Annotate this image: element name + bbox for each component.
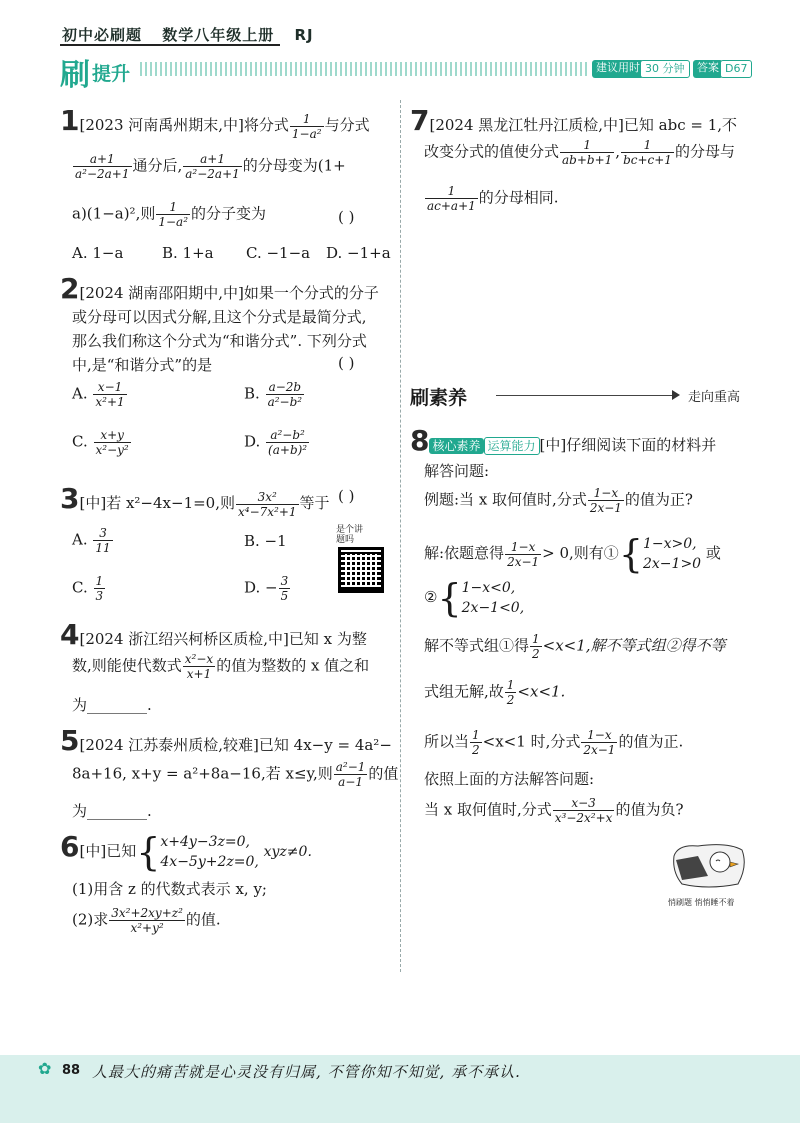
question-number: 5 — [60, 724, 80, 757]
q7-text: 改变分式的值使分式 — [424, 142, 560, 161]
fraction: $\frac{1}{2}$ — [532, 632, 540, 661]
q8-solution: 解:依题意得 — [424, 544, 505, 562]
answer-paren: ( ) — [338, 354, 355, 372]
dotted-banner — [140, 62, 588, 76]
q5-blank: 为________. — [72, 802, 152, 820]
q8-text: <x<1. — [517, 682, 566, 701]
option-c: C. $\frac{x+y}{\text{x²−y²}}$ — [72, 428, 129, 457]
page-number: 88 — [62, 1063, 81, 1078]
answer-paren: ( ) — [338, 487, 355, 505]
fraction: $\frac{\text{3x²}}{\text{x⁴−7x²+1}}$ — [238, 489, 297, 519]
core-badge: 核心素养 — [429, 438, 483, 454]
question-number: 3 — [60, 482, 80, 515]
q1-text: [2023 河南禹州期末,中]将分式 — [79, 116, 289, 134]
q5-text: 8a+16, x+y = a²+8a−16,若 x≤y,则 — [72, 764, 333, 783]
fraction: $\frac{1-x}{2x-1}$ — [589, 486, 622, 515]
question-number: 4 — [60, 618, 80, 651]
q5-text: 的值 — [368, 764, 399, 783]
page-footer — [0, 1055, 800, 1123]
q4-text: 的值为整数的 x 值之和 — [216, 656, 370, 675]
sleeping-character-sticker — [668, 836, 750, 908]
column-divider — [400, 100, 401, 972]
q2-text: 那么我们称这个分式为“和谐分式”. 下列分式 — [72, 332, 367, 350]
q8-task: 当 x 取何值时,分式 — [424, 800, 552, 819]
q3-text: 等于 — [299, 494, 330, 512]
fraction: $\frac{1}{bc+c+1}$ — [623, 138, 672, 167]
book-header — [62, 24, 328, 45]
question-number: 7 — [410, 104, 430, 137]
section-right-label: 走向重高 — [687, 390, 740, 405]
q8-text: 或 — [705, 544, 721, 562]
option-b: B. −1 — [244, 532, 287, 550]
q8-text: 的值为正. — [618, 732, 684, 751]
question-number: 6 — [60, 830, 80, 863]
q1-text: 的分子变为 — [191, 204, 267, 223]
q8-text: 的值为正? — [624, 490, 693, 509]
footer-quote: 人最大的痛苦就是心灵没有归属, 不管你知不知觉, 承不承认. — [92, 1063, 521, 1081]
option-b: B. 1+a — [162, 244, 214, 262]
fraction: $\frac{a+1}{\text{a²−2a+1}}$ — [75, 152, 130, 181]
fraction: $\frac{1}{ab+b+1}$ — [562, 138, 613, 167]
fraction: $\frac{\text{3x²+2xy+z²}}{\text{x²+y²}}$ — [111, 906, 183, 935]
q1-text: 通分后, — [132, 156, 183, 175]
q8-text: 的值为负? — [615, 800, 684, 819]
question-number: 8 — [410, 424, 430, 457]
q4-text: 数,则能使代数式 — [72, 656, 182, 675]
arrow-icon — [672, 390, 680, 400]
q8-text: > 0,则有① — [542, 544, 619, 562]
qr-caption: 是个讲题吗 — [336, 525, 364, 545]
brand-big: 刷 — [60, 58, 90, 93]
leaf-icon: ✿ — [38, 1059, 52, 1078]
q6-text: 的值. — [185, 910, 221, 929]
section-header — [410, 383, 740, 407]
q2-text: 中,是“和谐分式”的是 — [72, 356, 213, 374]
time-label: 建议用时 — [592, 60, 644, 78]
answer-paren: ( ) — [338, 208, 355, 226]
option-c: C. −1−a — [246, 244, 311, 262]
q3-text: [中]若 x²−4x−1=0,则 — [79, 494, 235, 512]
answer-label: 答案 — [693, 60, 723, 78]
equation-system: x+4y−3z=0, 4x−5y+2z=0, — [160, 834, 259, 870]
option-d: D. $\frac{\text{a²−b²}}{\text{(a+b)²}}$ — [244, 428, 308, 457]
q2-text: [2024 湖南邵阳期中,中]如果一个分式的分子 — [79, 284, 379, 302]
fraction: $\frac{1}{2}$ — [506, 678, 515, 707]
answer-page: D67 — [720, 60, 752, 78]
q8-text: 解答问题: — [424, 462, 490, 480]
fraction: $\frac{\text{a²−1}}{a-1}$ — [335, 760, 366, 789]
option-a: A. $\frac{3}{11}$ — [72, 526, 111, 555]
q6-text: [中]已知 — [79, 842, 137, 860]
q8-text: <x<1 时,分式 — [482, 732, 581, 751]
option-b: B. $\frac{a-2b}{\text{a²−b²}}$ — [244, 380, 303, 409]
fraction: $\frac{1-x}{2x-1}$ — [507, 539, 540, 569]
q1-text: 与分式 — [324, 116, 370, 134]
sleeping-character-icon — [668, 836, 750, 896]
section-title: 刷素养 — [410, 387, 468, 409]
time-value: 30 分钟 — [640, 60, 690, 78]
q1-text: a)(1−a)²,则 — [72, 204, 156, 223]
fraction: $\frac{1}{\text{1−a²}}$ — [158, 200, 188, 229]
q8-text: [中]仔细阅读下面的材料并 — [539, 436, 717, 454]
q6-condition: xyz≠0. — [263, 844, 312, 860]
sticker-caption: 悄刷题 悄悄睡不着 — [668, 898, 735, 907]
question-number: 2 — [60, 272, 80, 305]
q7-text: [2024 黑龙江牡丹江质检,中]已知 abc = 1,不 — [429, 116, 738, 134]
skill-badge: 运算能力 — [484, 437, 540, 455]
qr-icon — [338, 547, 384, 593]
fraction: $\frac{x-3}{\text{x³−2x²+x}}$ — [554, 796, 613, 825]
book-title: 初中必刷题 — [62, 26, 143, 44]
question-number: 1 — [60, 104, 80, 137]
option-d: D. − $\frac{3}{5}$ — [244, 574, 289, 603]
option-c: C. $\frac{1}{3}$ — [72, 574, 104, 603]
inequality-system-2: 1−x<0, 2x−1<0, — [461, 580, 525, 616]
q7-text: 的分母相同. — [478, 188, 559, 207]
q4-blank: 为________. — [72, 696, 152, 714]
qr-code[interactable] — [336, 525, 386, 593]
option-a: A. $\frac{x-1}{\text{x²+1}}$ — [72, 380, 125, 409]
q8-label: ② — [424, 588, 438, 606]
header-rule — [60, 44, 280, 46]
q8-text: <x<1,解不等式组②得不等 — [542, 636, 726, 655]
q8-text: 解不等式组①得 — [424, 636, 530, 655]
q8-text: 式组无解,故 — [424, 682, 504, 701]
book-edition: RJ — [294, 26, 314, 44]
fraction: $\frac{1}{2}$ — [472, 728, 480, 757]
inequality-system-1: 1−x>0, 2x−1>0 — [643, 536, 702, 572]
fraction: $\frac{1}{ac+a+1}$ — [427, 184, 476, 213]
fraction: $\frac{1}{\text{1−a²}}$ — [291, 111, 322, 141]
option-a: A. 1−a — [72, 244, 124, 262]
q6-part-1: (1)用含 z 的代数式表示 x, y; — [72, 880, 267, 898]
q2-text: 或分母可以因式分解,且这个分式是最简分式, — [72, 308, 367, 326]
section-brand — [60, 50, 130, 94]
fraction: $\frac{\text{x²−x}}{x+1}$ — [184, 652, 214, 681]
option-d: D. −1+a — [326, 244, 391, 262]
q6-part-2: (2)求 — [72, 910, 109, 929]
q4-text: [2024 浙江绍兴柯桥区质检,中]已知 x 为整 — [79, 630, 367, 648]
section-line — [496, 395, 674, 396]
q7-text: 的分母与 — [674, 142, 735, 161]
book-subject: 数学八年级上册 — [162, 26, 275, 44]
brand-small: 提升 — [92, 62, 131, 85]
fraction: $\frac{1-x}{2x-1}$ — [583, 728, 616, 757]
fraction: $\frac{a+1}{\text{a²−2a+1}}$ — [185, 152, 240, 181]
q8-instruction: 依照上面的方法解答问题: — [424, 770, 595, 788]
q1-text: 的分母变为(1+ — [242, 156, 346, 175]
q5-text: [2024 江苏泰州质检,较难]已知 4x−y = 4a²− — [79, 736, 392, 754]
q8-text: 所以当 — [424, 732, 470, 751]
q8-example: 例题:当 x 取何值时,分式 — [424, 490, 587, 509]
